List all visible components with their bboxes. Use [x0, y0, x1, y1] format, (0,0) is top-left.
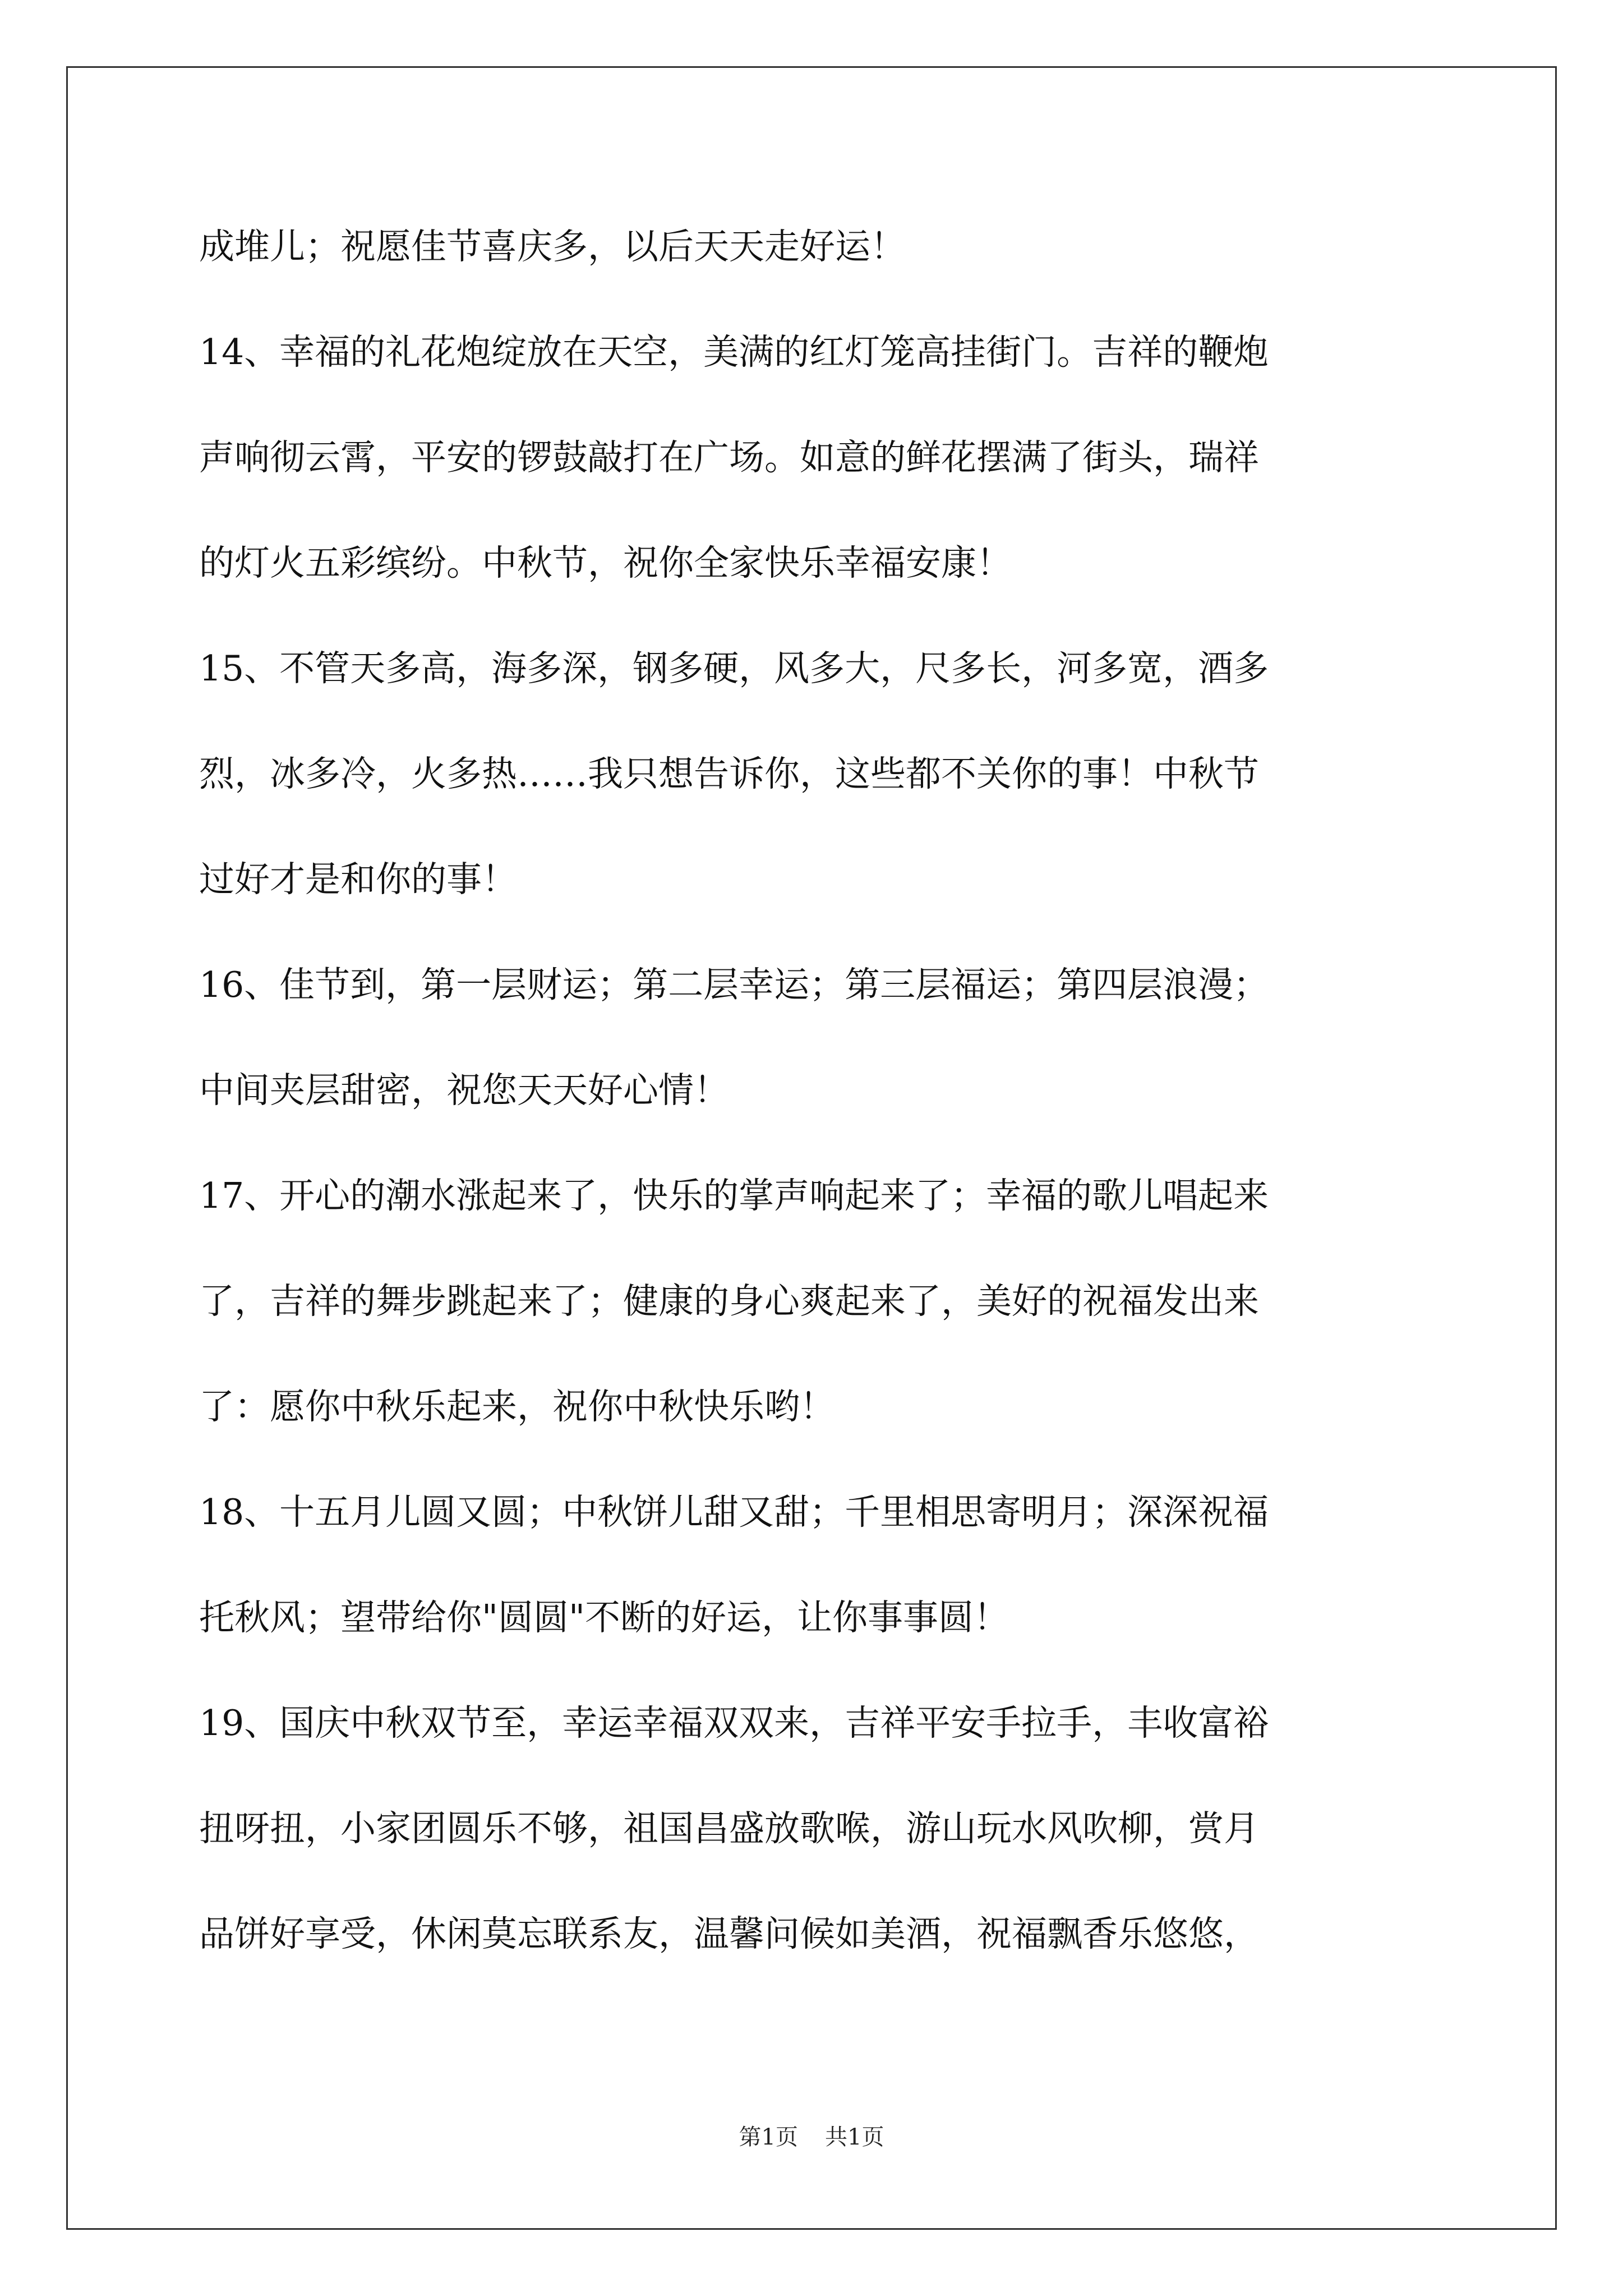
text-line: 过好才是和你的事！ — [199, 859, 517, 900]
text-line: 16、佳节到，第一层财运；第二层幸运；第三层福运；第四层浪漫； — [199, 964, 1269, 1005]
text-line: 18、十五月儿圆又圆；中秋饼儿甜又甜；千里相思寄明月；深深祝福 — [199, 1492, 1269, 1533]
page-number: 第1页 — [739, 2124, 798, 2150]
text-line: 成堆儿；祝愿佳节喜庆多，以后天天走好运！ — [199, 226, 906, 267]
text-line: 声响彻云霄，平安的锣鼓敲打在广场。如意的鲜花摆满了街头，瑞祥 — [199, 437, 1259, 478]
text-line: 中间夹层甜密，祝您天天好心情！ — [199, 1070, 729, 1111]
page-footer — [0, 2120, 1623, 2154]
document-body — [199, 213, 1433, 2006]
text-line: 扭呀扭，小家团圆乐不够，祖国昌盛放歌喉，游山玩水风吹柳，赏月 — [199, 1808, 1259, 1849]
page-total: 共1页 — [825, 2124, 884, 2150]
text-line: 的灯火五彩缤纷。中秋节，祝你全家快乐幸福安康！ — [199, 542, 1012, 583]
text-line: 了：愿你中秋乐起来，祝你中秋快乐哟！ — [199, 1386, 835, 1427]
text-line: 品饼好享受，休闲莫忘联系友，温馨问候如美酒，祝福飘香乐悠悠， — [199, 1913, 1259, 1954]
text-line: 17、开心的潮水涨起来了，快乐的掌声响起来了；幸福的歌儿唱起来 — [199, 1175, 1269, 1216]
text-line: 19、国庆中秋双节至，幸运幸福双双来，吉祥平安手拉手，丰收富裕 — [199, 1703, 1269, 1743]
text-line: 烈，冰多冷，火多热……我只想告诉你，这些都不关你的事！中秋节 — [199, 753, 1259, 794]
text-line: 了，吉祥的舞步跳起来了；健康的身心爽起来了，美好的祝福发出来 — [199, 1281, 1259, 1322]
text-line: 15、不管天多高，海多深，钢多硬，风多大，尺多长，河多宽，酒多 — [199, 648, 1269, 689]
text-line: 14、幸福的礼花炮绽放在天空，美满的红灯笼高挂街门。吉祥的鞭炮 — [199, 332, 1269, 372]
text-line: 托秋风；望带给你"圆圆"不断的好运，让你事事圆！ — [199, 1597, 1009, 1638]
